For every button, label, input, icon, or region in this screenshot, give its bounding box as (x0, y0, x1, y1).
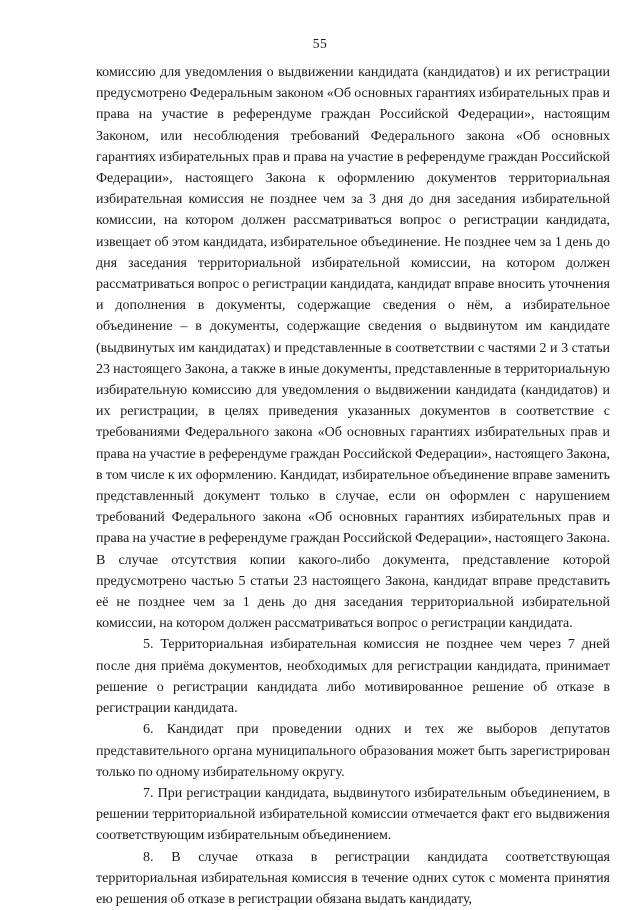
paragraph-item-7: 7. При регистрации кандидата, выдвинутого избирательным объединением, в решении территориальной избирательной комиссии отмечается факт его выдвижения соответствующим избирательным объединением. (96, 785, 610, 844)
paragraph-item-5: 5. Территориальная избирательная комиссия не позднее чем через 7 дней после дня приёма документов, необходимых для регистрации кандидата, принимает решение о регистрации кандидата либо мотивированное решение об отказе в регистрации кандидата. (96, 637, 610, 717)
document-body (96, 62, 610, 910)
paragraph-continuation: комиссию для уведомления о выдвижении кандидата (кандидатов) и их регистрации предусмотрено Федеральным законом «Об основных гарантиях избирательных прав и права на участие в референдуме граждан Российской Федерации», настоящим Законом, или несоблюдения требований Федерального закона «Об основных гарантиях избирательных прав и права на участие в референдуме граждан Российской Федерации», настоящего Закона к оформлению документов территориальная избирательная комиссия не позднее чем за 3 дня до дня заседания избирательной комиссии, на котором должен рассматриваться вопрос о регистрации кандидата, извещает об этом кандидата, избирательное объединение. Не позднее чем за 1 день до дня заседания территориальной избирательной комиссии, на котором должен рассматриваться вопрос о регистрации кандидата, кандидат вправе вносить уточнения и дополнения в документы, содержащие сведения о нём, а избирательное объединение – в документы, содержащие сведения о выдвинутом им кандидате (выдвинутых им кандидатах) и представленные в соответствии с частями 2 и 3 статьи 23 настоящего Закона, а также в иные документы, представленные в территориальную избирательную комиссию для уведомления о выдвижении кандидата (кандидатов) и их регистрации, в целях приведения указанных документов в соответствие с требованиями Федерального закона «Об основных гарантиях избирательных прав и права на участие в референдуме граждан Российской Федерации», настоящего Закона, в том числе к их оформлению. Кандидат, избирательное объединение вправе заменить представленный документ только в случае, если он оформлен с нарушением требований Федерального закона «Об основных гарантиях избирательных прав и права на участие в референдуме граждан Российской Федерации», настоящего Закона. В случае отсутствия копии какого-либо документа, представление которой предусмотрено частью 5 статьи 23 настоящего Закона, кандидат вправе представить её не позднее чем за 1 день до дня заседания территориальной избирательной комиссии, на котором должен рассматриваться вопрос о регистрации кандидата. (96, 65, 610, 632)
paragraph-item-8: 8. В случае отказа в регистрации кандидата соответствующая территориальная избирательная комиссия в течение одних суток с момента принятия ею решения об отказе в регистрации обязана выдать кандидату, (96, 849, 610, 907)
paragraph-item-6: 6. Кандидат при проведении одних и тех же выборов депутатов представительного органа муниципального образования может быть зарегистрирован только по одному избирательному округу. (96, 722, 610, 780)
page-number: 55 (312, 36, 328, 51)
